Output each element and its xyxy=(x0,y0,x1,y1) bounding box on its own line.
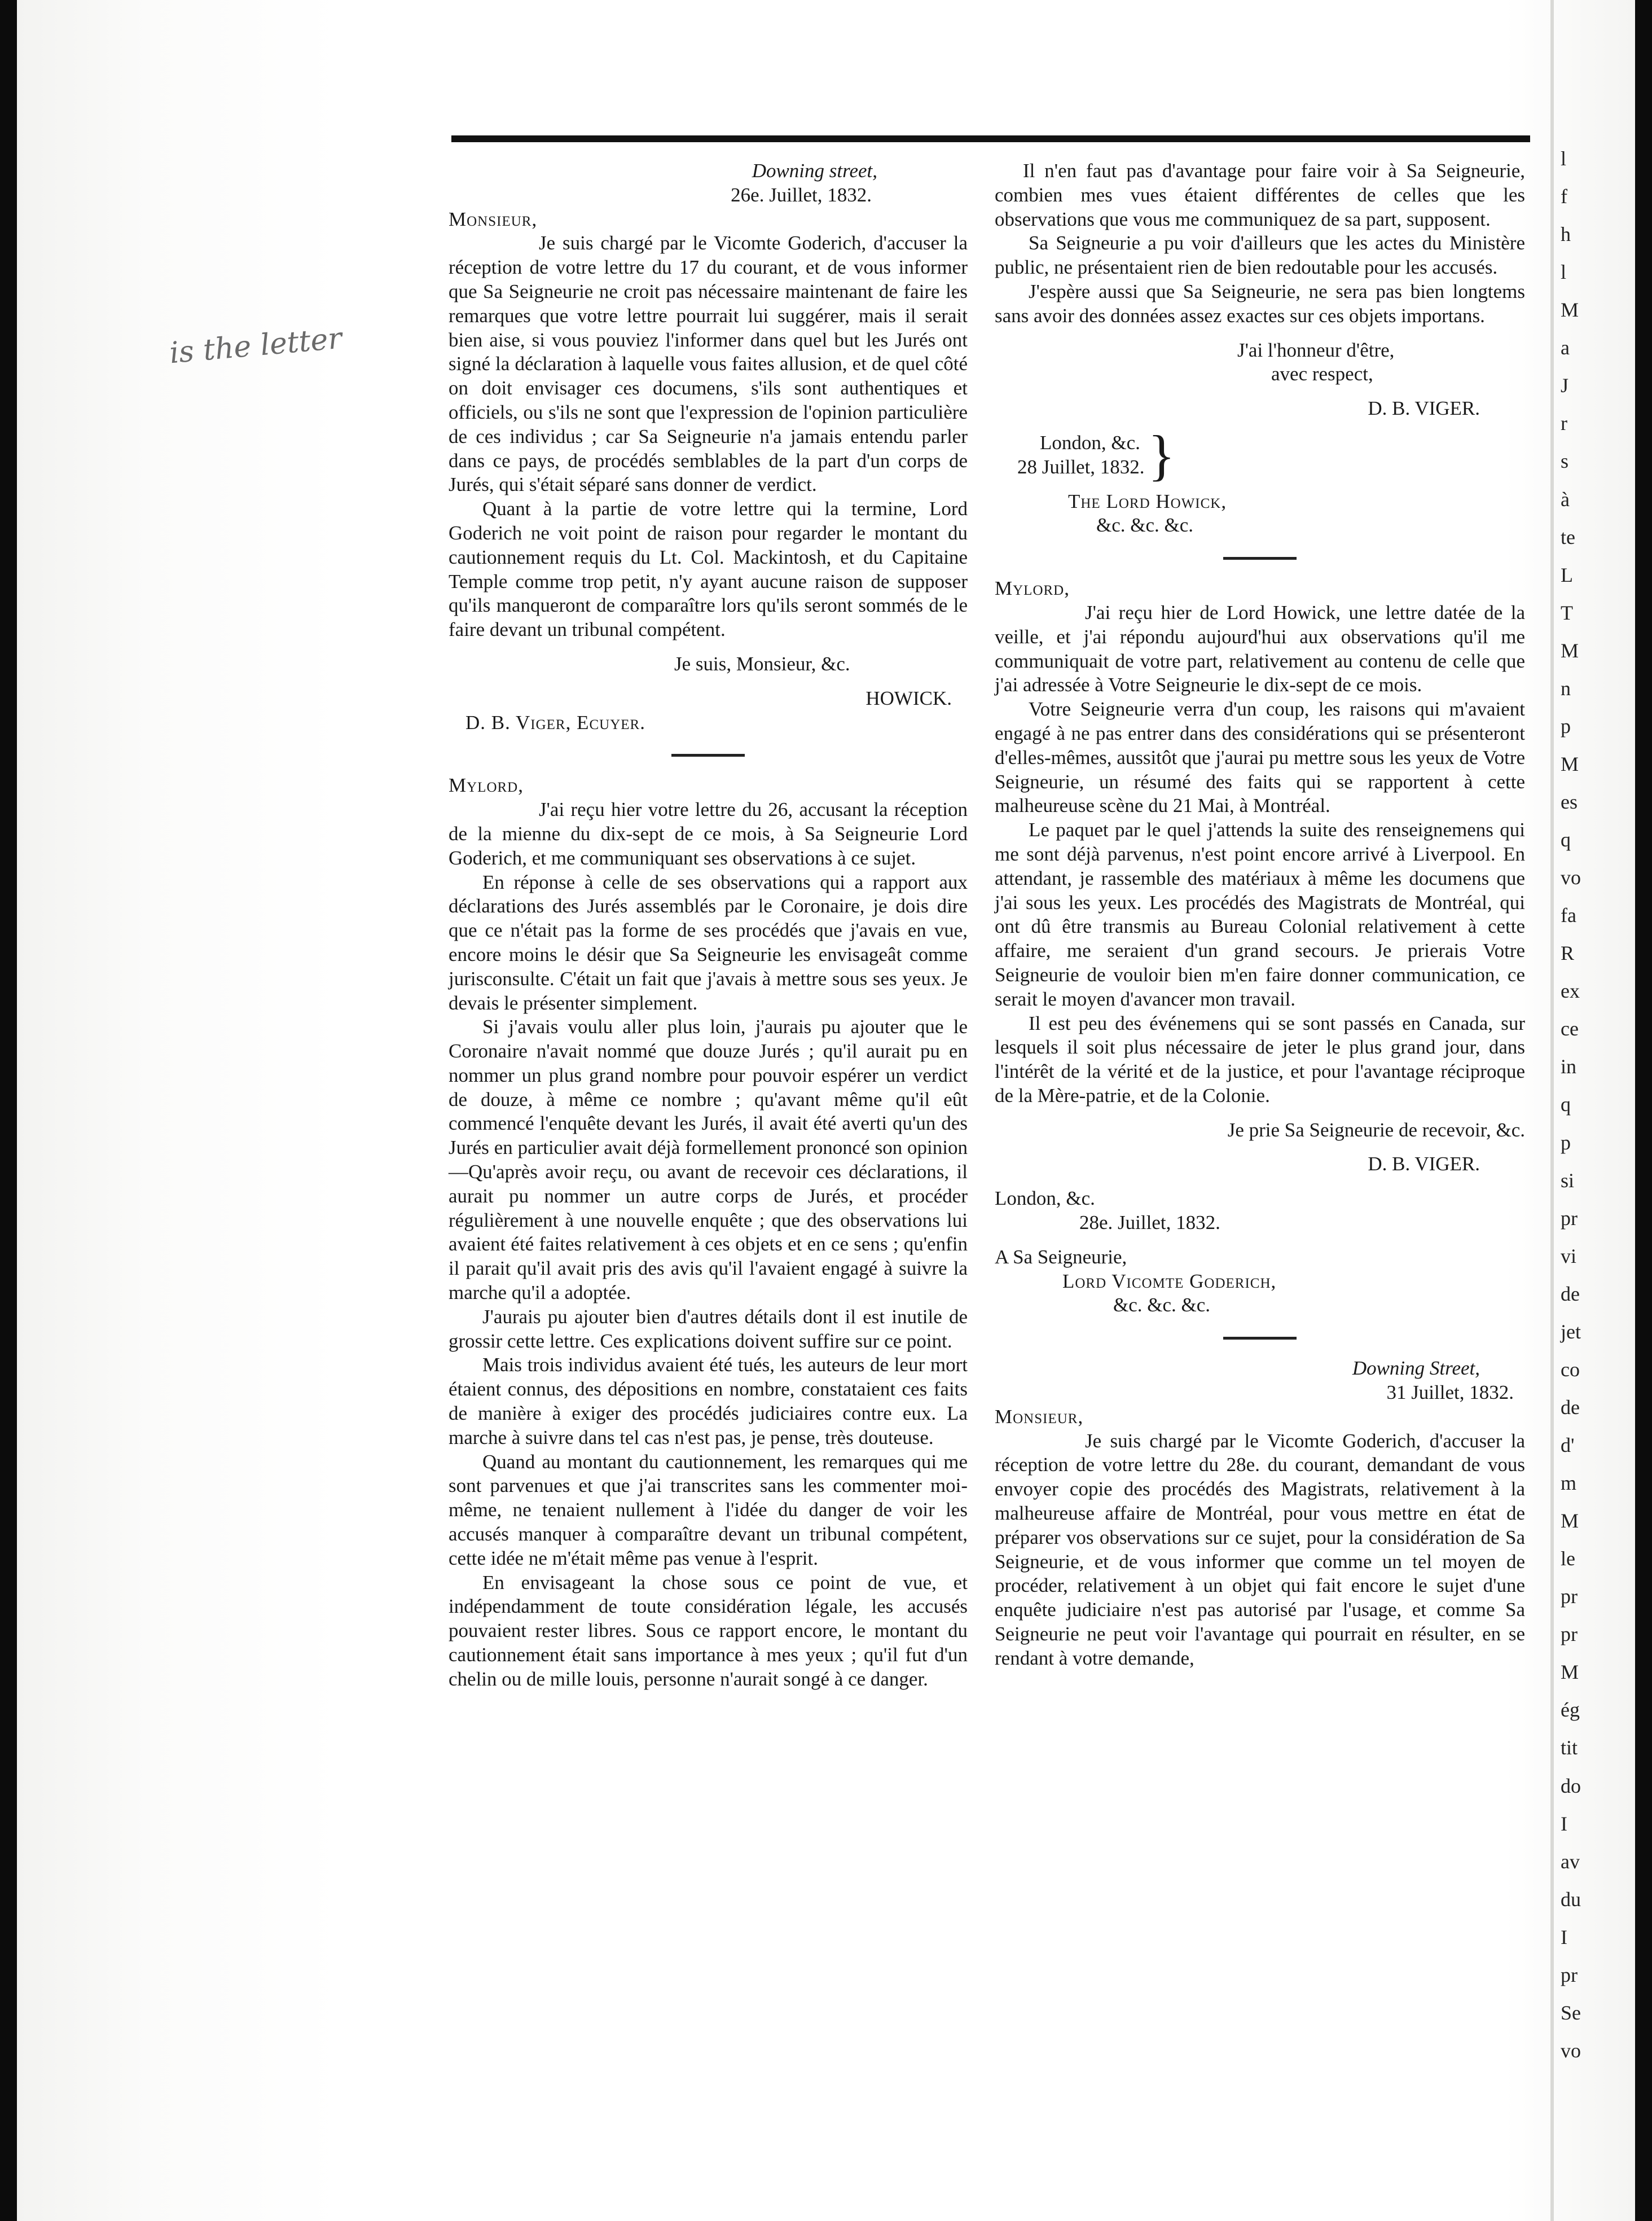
addressee: A Sa Seigneurie, xyxy=(995,1245,1127,1268)
next-page-fragment: q xyxy=(1561,828,1571,851)
next-page-fragment: du xyxy=(1561,1888,1581,1911)
salutation: Mylord, xyxy=(449,774,524,797)
date: 28e. Juillet, 1832. xyxy=(1079,1212,1220,1234)
adjacent-page-edge xyxy=(1557,0,1635,2221)
next-page-fragment: pr xyxy=(1561,1963,1578,1986)
addressee: The Lord Howick, xyxy=(1068,490,1227,512)
signature: D. B. VIGER. xyxy=(1368,397,1480,420)
salutation: Monsieur, xyxy=(449,208,538,230)
next-page-fragment: te xyxy=(1561,525,1575,548)
addressee-titles: &c. &c. &c. xyxy=(1113,1294,1211,1316)
place-date-block xyxy=(995,423,1525,486)
next-page-fragment: Se xyxy=(1561,2001,1581,2024)
next-page-fragment: pr xyxy=(1561,1206,1578,1230)
addressee: Lord Vicomte Goderich, xyxy=(1062,1270,1277,1292)
next-page-fragment: fa xyxy=(1561,904,1576,927)
next-page-fragment: vo xyxy=(1561,866,1581,889)
next-page-fragment: do xyxy=(1561,1774,1581,1797)
paragraph: Mais trois individus avaient été tués, les auteurs de leur mort étaient connus, des dépositions en nombre, constataient ces faits de manière à exiger des procédés judiciaires contre eux. La marche à suivre dans tel cas n'est pas, je pense, très douteuse. xyxy=(449,1354,968,1449)
next-page-fragment: av xyxy=(1561,1850,1580,1873)
next-page-fragment: n xyxy=(1561,677,1571,700)
place: London, &c. xyxy=(995,1187,1095,1210)
next-page-fragment: à xyxy=(1561,488,1570,511)
signature: HOWICK. xyxy=(865,687,952,709)
paragraph: Si j'avais voulu aller plus loin, j'aurais pu ajouter que le Coronaire n'avait nommé que douze Jurés ; qu'il aurait pu en nommer un plus grand nombre pour pouvoir espérer un verdict de douze, à même ce nombre ; qu'avant même qu'il eût commencé l'enquête devant les Jurés, il avait été averti qu'un des Jurés en particulier avait déjà formellement prononcé son opinion—Qu'après avoir reçu, ou avant de recevoir ces déclarations, il aurait pu nommer un autre corps de Jurés, et procéder régulièrement à une nouvelle enquête ; que des observations lui avaient été faites relativement à ces objets et en ce sens ; qu'enfin il parait qu'il avait pris des avis qu'il l'avaient engagé à suivre la marche qu'il a adoptée. xyxy=(449,1016,968,1304)
next-page-fragment: a xyxy=(1561,336,1570,359)
header-rule xyxy=(451,135,1530,142)
next-page-fragment: ex xyxy=(1561,980,1580,1003)
next-page-fragment: si xyxy=(1561,1169,1575,1192)
next-page-fragment: jet xyxy=(1561,1320,1581,1343)
paragraph: J'espère aussi que Sa Seigneurie, ne sera pas bien longtems sans avoir des données assez exactes sur ces objets importans. xyxy=(995,280,1525,327)
paragraph: Je suis chargé par le Vicomte Goderich, d'accuser la réception de votre lettre du 17 du courant, et de vous informer que Sa Seigneurie ne croit pas nécessaire maintenant de faire les remarques que votre lettre pourrait lui suggérer, mais il serait bien aise, si vous pouviez l'informer dans quel but les Jurés ont signé la déclaration à laquelle vous faites allusion, et de quel côté on doit envisager ces documens, s'ils sont authentiques et officiels, ou s'ils ne sont que l'expression de l'opinion particulière de ces individus ; car Sa Seigneurie n'a jamais entendu parler dans ce pays, de procédés semblables de la part d'un corps de Jurés, qui s'était séparé sans donner de verdict. xyxy=(449,232,968,496)
next-page-fragment: s xyxy=(1561,450,1569,473)
next-page-fragment: M xyxy=(1561,299,1579,322)
next-page-fragment: l xyxy=(1561,261,1567,284)
next-page-fragment: p xyxy=(1561,1131,1571,1154)
next-page-fragment: I xyxy=(1561,1812,1567,1835)
next-page-fragment: J xyxy=(1561,374,1569,397)
letter-location: Downing Street, xyxy=(1352,1357,1480,1380)
next-page-fragment: R xyxy=(1561,942,1575,965)
next-page-fragment: ce xyxy=(1561,1017,1579,1041)
signature: D. B. VIGER. xyxy=(1368,1153,1480,1175)
next-page-fragment: ég xyxy=(1561,1698,1580,1722)
next-page-fragment: h xyxy=(1561,223,1571,246)
closing: Je suis, Monsieur, &c. xyxy=(674,652,850,675)
paragraph: Quand au montant du cautionnement, les remarques qui me sont parvenues et que j'ai transcrites sans les commenter moi-même, ne tenaient nullement à l'idée du danger de voir les accusés manquer à comparaître devant un tribunal compétent, cette idée ne m'était même pas venue à l'esprit. xyxy=(449,1450,968,1569)
next-page-fragment: es xyxy=(1561,791,1578,813)
next-page-fragment: r xyxy=(1561,412,1567,435)
section-separator xyxy=(1223,1337,1297,1340)
paragraph: Il est peu des événemens qui se sont passés en Canada, sur lesquels il soit plus nécessaire de jeter le plus grand jour, dans l'intérêt de la vérité et de la justice, et pour l'avantage réciproque de la Mère-patrie, et de la Colonie. xyxy=(995,1012,1525,1107)
closing: J'ai l'honneur d'être, xyxy=(1237,339,1395,361)
date: 28 Juillet, 1832. xyxy=(1017,455,1145,478)
next-page-fragment: M xyxy=(1561,1661,1579,1684)
next-page-fragment: vi xyxy=(1561,1244,1577,1267)
next-page-fragment: d' xyxy=(1561,1434,1575,1456)
next-page-fragment: m xyxy=(1561,1472,1577,1495)
salutation: Monsieur, xyxy=(995,1405,1084,1428)
paragraph: J'aurais pu ajouter bien d'autres détails dont il est inutile de grossir cette lettre. Ces explications doivent suffire sur ce point. xyxy=(449,1305,968,1352)
paragraph: Quant à la partie de votre lettre qui la termine, Lord Goderich ne voit point de raison pour regarder le montant du cautionnement requis du Lt. Col. Mackintosh, et du Capitaine Temple comme trop petit, n'y ayant aucune raison de supposer qu'ils manqueront de comparaître lors qu'ils seront sommés de le faire devant un tribunal compétent. xyxy=(449,498,968,641)
brace-icon: } xyxy=(1148,423,1175,486)
next-page-fragment: M xyxy=(1561,1509,1579,1533)
next-page-fragment: pr xyxy=(1561,1585,1578,1608)
closing: avec respect, xyxy=(1271,363,1373,385)
letter-date: 31 Juillet, 1832. xyxy=(1386,1381,1514,1404)
next-page-fragment: tit xyxy=(1561,1736,1578,1759)
letter-date: 26e. Juillet, 1832. xyxy=(731,183,872,206)
handwritten-margin-note: is the letter xyxy=(168,321,344,371)
next-page-fragment: de xyxy=(1561,1282,1580,1305)
next-page-fragment: M xyxy=(1561,639,1579,662)
next-page-fragment: l xyxy=(1561,147,1567,170)
next-page-fragment: T xyxy=(1561,601,1573,624)
next-page-fragment: vo xyxy=(1561,2039,1581,2062)
addressee: D. B. Viger, Ecuyer. xyxy=(465,711,645,734)
page-fold xyxy=(1550,0,1554,2221)
salutation: Mylord, xyxy=(995,577,1070,600)
next-page-fragment: co xyxy=(1561,1358,1580,1381)
paragraph: Le paquet par le quel j'attends la suite des renseignemens qui me sont déjà parvenus, n'est point encore arrivé à Liverpool. En attendant, je rassemble des matériaux à même les documens que j'ai sous les yeux. Les procédés des Magistrats de Montréal, qui ont dû être transmis au Bureau Colonial relativement à cette affaire, me seraient d'un grand secours. Je prierais Votre Seigneurie de vouloir bien m'en faire donner communication, ce serait le moyen d'avancer mon travail. xyxy=(995,819,1525,1010)
next-page-fragment: q xyxy=(1561,1093,1571,1116)
next-page-fragment: I xyxy=(1561,1925,1567,1948)
next-page-fragment: L xyxy=(1561,563,1573,586)
letter-location: Downing street, xyxy=(752,160,877,182)
paragraph: Sa Seigneurie a pu voir d'ailleurs que les actes du Ministère public, ne présentaient rien de bien redoutable pour les accusés. xyxy=(995,232,1525,279)
next-page-fragment: p xyxy=(1561,714,1571,738)
scan-border-left xyxy=(0,0,17,2221)
next-page-fragment: de xyxy=(1561,1395,1580,1419)
paragraph: J'ai reçu hier votre lettre du 26, accusant la réception de la mienne du dix-sept de ce mois, à Sa Seigneurie Lord Goderich, et me communiquant ses observations à ce sujet. xyxy=(449,798,968,869)
paragraph: En réponse à celle de ses observations qui a rapport aux déclarations des Jurés assemblés par le Coronaire, je dois dire que ce n'était pas la forme de ses procédés que j'avais en vue, encore moins le désir que Sa Seigneurie les envisageât comme jurisconsulte. C'était un fait que j'avais à mettre sous ses yeux. Je devais le présenter simplement. xyxy=(449,871,968,1014)
paragraph: En envisageant la chose sous ce point de vue, et indépendamment de toute considération légale, les accusés pouvaient rester libres. Sous ce rapport encore, le montant du cautionnement était sans importance à mes yeux ; qu'il fut d'un chelin ou de mille louis, personne n'aurait songé à ce danger. xyxy=(449,1571,968,1690)
paragraph: J'ai reçu hier de Lord Howick, une lettre datée de la veille, et j'ai répondu aujourd'hui aux observations qu'il me communiquait de votre part, relativement au contenu de celle que j'ai adressée à Votre Seigneurie le dix-sept de ce mois. xyxy=(995,601,1525,696)
next-page-fragment: pr xyxy=(1561,1623,1578,1646)
next-page-fragment: M xyxy=(1561,752,1579,775)
next-page-fragment: in xyxy=(1561,1055,1577,1078)
next-page-fragment: f xyxy=(1561,185,1567,208)
section-separator xyxy=(671,754,745,757)
place: London, &c. xyxy=(1040,431,1140,454)
paragraph: Votre Seigneurie verra d'un coup, les raisons qui m'avaient engagé à ne pas entrer dans des considérations qui se présenteront d'elles-mêmes, aussitôt que j'aurai pu mettre sous les yeux de Votre Seigneurie, un résumé des faits qui se rapportent à cette malheureuse scène du 21 Mai, à Montréal. xyxy=(995,698,1525,817)
right-column xyxy=(995,159,1525,1671)
next-page-fragment: le xyxy=(1561,1547,1575,1570)
section-separator xyxy=(1223,557,1297,560)
closing: Je prie Sa Seigneurie de recevoir, &c. xyxy=(1227,1118,1525,1141)
paragraph: Je suis chargé par le Vicomte Goderich, d'accuser la réception de votre lettre du 28e. du courant, demandant de vous envoyer copie des procédés des Magistrats, relativement à la malheureuse affaire de Montréal, pour vous mettre en état de préparer vos observations sur ce sujet, pour la considération de Sa Seigneurie, et de vous informer que comme un tel moyen de procéder, relativement à un objet qui fait encore le sujet d'une enquête judiciaire n'est pas autorisé par l'usage, et comme Sa Seigneurie ne peut voir l'avantage qui pourrait en résulter, en se rendant à votre demande, xyxy=(995,1429,1525,1669)
addressee-titles: &c. &c. &c. xyxy=(1096,514,1194,537)
paragraph: Il n'en faut pas d'avantage pour faire voir à Sa Seigneurie, combien mes vues étaient différentes de celles que les observations que vous me communiquez de sa part, supposent. xyxy=(995,160,1525,230)
left-column xyxy=(449,159,968,1692)
scan-border-right xyxy=(1635,0,1652,2221)
